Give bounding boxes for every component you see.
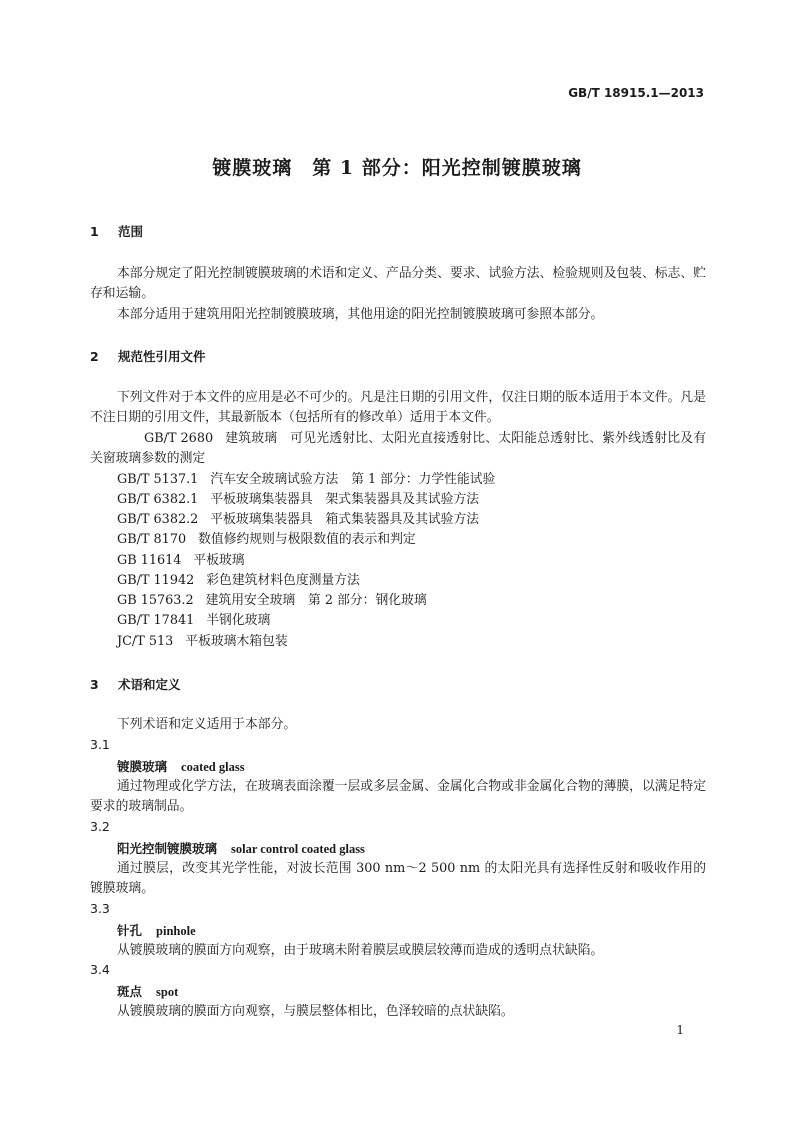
reference-code: GB/T 5137.1 xyxy=(117,472,199,487)
reference-item xyxy=(117,551,245,571)
reference-title: 汽车安全玻璃试验方法 第 1 部分：力学性能试验 xyxy=(210,472,496,487)
scope-paragraph-1: 本部分规定了阳光控制镀膜玻璃的术语和定义、产品分类、要求、试验方法、检验规则及包装、标志、贮存和运输。 xyxy=(90,266,706,301)
section-title: 范围 xyxy=(118,224,144,239)
term-definition: 通过膜层，改变其光学性能，对波长范围 300 nm～2 500 nm 的太阳光具有选择性反射和吸收作用的镀膜玻璃。 xyxy=(90,861,706,896)
reference-code: GB/T 6382.1 xyxy=(117,492,199,507)
term-definition: 从镀膜玻璃的膜面方向观察，与膜层整体相比，色泽较暗的点状缺陷。 xyxy=(117,1004,514,1019)
reference-code: GB 15763.2 xyxy=(117,593,194,608)
reference-title: 建筑用安全玻璃 第 2 部分：钢化玻璃 xyxy=(205,593,427,608)
reference-item xyxy=(90,429,706,469)
term-heading xyxy=(117,982,178,1000)
reference-item xyxy=(117,571,360,591)
reference-item xyxy=(117,611,270,631)
reference-title: 彩色建筑材料色度测量方法 xyxy=(206,573,360,588)
term-en: solar control coated glass xyxy=(231,842,365,856)
reference-code: GB/T 2680 xyxy=(144,431,214,446)
standard-code: GB/T 18915.1—2013 xyxy=(568,86,704,100)
reference-item xyxy=(117,470,495,490)
section-3-heading xyxy=(90,675,181,693)
terms-intro: 下列术语和定义适用于本部分。 xyxy=(117,717,297,732)
reference-item xyxy=(117,632,288,652)
term-heading xyxy=(117,839,365,857)
term-en: pinhole xyxy=(156,924,196,938)
term-definition: 通过物理或化学方法，在玻璃表面涂覆一层或多层金属、金属化合物或非金属化合物的薄膜，以满足特定要求的玻璃制品。 xyxy=(90,779,706,814)
term-en: coated glass xyxy=(181,760,245,774)
reference-code: GB/T 6382.2 xyxy=(117,512,199,527)
reference-item xyxy=(117,530,416,550)
reference-title: 平板玻璃 xyxy=(193,553,245,568)
reference-code: JC/T 513 xyxy=(117,634,174,649)
term-zh: 阳光控制镀膜玻璃 xyxy=(117,841,218,856)
section-number: 2 xyxy=(90,349,99,364)
references-intro: 下列文件对于本文件的应用是必不可少的。凡是注日期的引用文件，仅注日期的版本适用于本文件。凡是不注日期的引用文件，其最新版本（包括所有的修改单）适用于本文件。 xyxy=(90,390,706,425)
reference-title: 平板玻璃集装器具 架式集装器具及其试验方法 xyxy=(210,492,480,507)
reference-item xyxy=(117,510,479,530)
term-heading xyxy=(117,921,196,939)
section-number: 1 xyxy=(90,224,99,239)
section-2-heading xyxy=(90,347,206,365)
term-definition: 从镀膜玻璃的膜面方向观察，由于玻璃未附着膜层或膜层较薄而造成的透明点状缺陷。 xyxy=(117,943,604,958)
term-heading xyxy=(117,757,245,775)
reference-title: 建筑玻璃 可见光透射比、太阳光直接透射比、太阳能总透射比、紫外线透射比及有关窗玻璃参数的测定 xyxy=(90,431,706,466)
reference-title: 半钢化玻璃 xyxy=(206,613,271,628)
reference-code: GB/T 17841 xyxy=(117,613,195,628)
term-number: 3.1 xyxy=(90,737,110,752)
page-number: 1 xyxy=(676,1023,684,1037)
reference-title: 平板玻璃集装器具 箱式集装器具及其试验方法 xyxy=(210,512,480,527)
section-number: 3 xyxy=(90,677,99,692)
reference-code: GB 11614 xyxy=(117,553,182,568)
reference-code: GB/T 11942 xyxy=(117,573,195,588)
scope-paragraph-2: 本部分适用于建筑用阳光控制镀膜玻璃，其他用途的阳光控制镀膜玻璃可参照本部分。 xyxy=(117,307,604,322)
term-number: 3.3 xyxy=(90,901,110,916)
reference-code: GB/T 8170 xyxy=(117,532,187,547)
term-zh: 镀膜玻璃 xyxy=(117,759,168,774)
reference-item xyxy=(117,490,479,510)
section-title: 术语和定义 xyxy=(118,677,181,692)
document-title: 镀膜玻璃 第 1 部分：阳光控制镀膜玻璃 xyxy=(212,157,582,179)
term-number: 3.4 xyxy=(90,962,110,977)
section-1-heading xyxy=(90,222,143,240)
term-en: spot xyxy=(156,985,179,999)
section-title: 规范性引用文件 xyxy=(118,349,206,364)
reference-item xyxy=(117,591,427,611)
reference-title: 数值修约规则与极限数值的表示和判定 xyxy=(198,532,416,547)
term-zh: 斑点 xyxy=(117,984,143,999)
term-zh: 针孔 xyxy=(117,923,143,938)
term-number: 3.2 xyxy=(90,819,110,834)
reference-title: 平板玻璃木箱包装 xyxy=(185,634,288,649)
